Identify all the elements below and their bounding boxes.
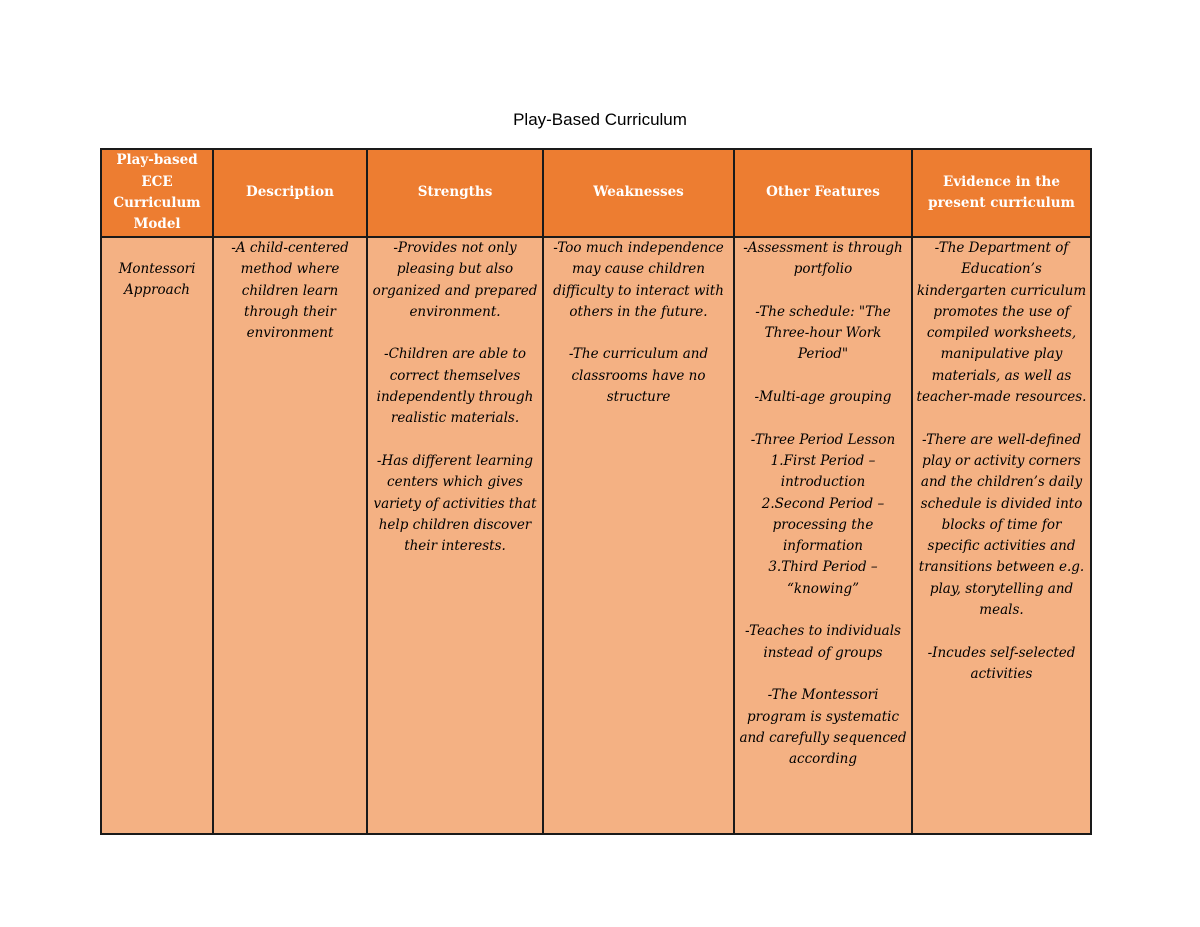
feature-item: -The schedule: "The Three-hour Work Period": [755, 303, 891, 363]
model-name: Montessori Approach: [118, 261, 196, 299]
cell-strengths: [367, 237, 543, 834]
feature-item: -Three Period Lesson 1.First Period – introduction 2.Second Period – processing the information 3.Third Period – “knowing”: [750, 431, 896, 597]
weakness-item: -The curriculum and classrooms have no structure: [568, 346, 709, 406]
weakness-item: -Too much independence may cause children difficulty to interact with others in the future.: [553, 240, 724, 320]
cell-weaknesses: [543, 237, 734, 834]
header-model: Play-based ECE Curriculum Model: [101, 149, 213, 237]
header-description: Description: [213, 149, 367, 237]
evidence-item: -The Department of Education’s kindergarten curriculum promotes the use of compiled worksheets, manipulative play materials, as well as teacher-made resources.: [916, 240, 1087, 406]
cell-description: [213, 237, 367, 834]
strength-item: -Has different learning centers which gives variety of activities that help children discover their interests.: [373, 452, 537, 555]
cell-model: [101, 237, 213, 834]
cell-other-features: [734, 237, 912, 834]
table-row: [101, 237, 1091, 834]
header-strengths: Strengths: [367, 149, 543, 237]
feature-item: -Teaches to individuals instead of groups: [745, 623, 901, 661]
header-evidence: Evidence in the present curriculum: [912, 149, 1091, 237]
evidence-item: -Incudes self-selected activities: [927, 644, 1076, 682]
cell-evidence: [912, 237, 1091, 834]
feature-item: -The Montessori program is systematic and carefully sequenced according: [739, 687, 907, 768]
feature-item: -Assessment is through portfolio: [743, 240, 903, 278]
curriculum-table: [100, 148, 1092, 835]
page-title: Play-Based Curriculum: [513, 110, 687, 129]
strength-item: -Children are able to correct themselves independently through realistic materials.: [376, 346, 534, 427]
description-text: -A child-centered method where children learn through their environment: [231, 240, 349, 342]
feature-item: -Multi-age grouping: [754, 389, 892, 406]
strength-item: -Provides not only pleasing but also organized and prepared environment.: [372, 240, 538, 320]
header-other-features: Other Features: [734, 149, 912, 237]
header-weaknesses: Weaknesses: [543, 149, 734, 237]
evidence-item: -There are well-defined play or activity corners and the children’s daily schedule is divided into blocks of time for specific activities and transitions between e.g. play, storytelling and meals.: [918, 431, 1085, 619]
table-header-row: [101, 149, 1091, 237]
